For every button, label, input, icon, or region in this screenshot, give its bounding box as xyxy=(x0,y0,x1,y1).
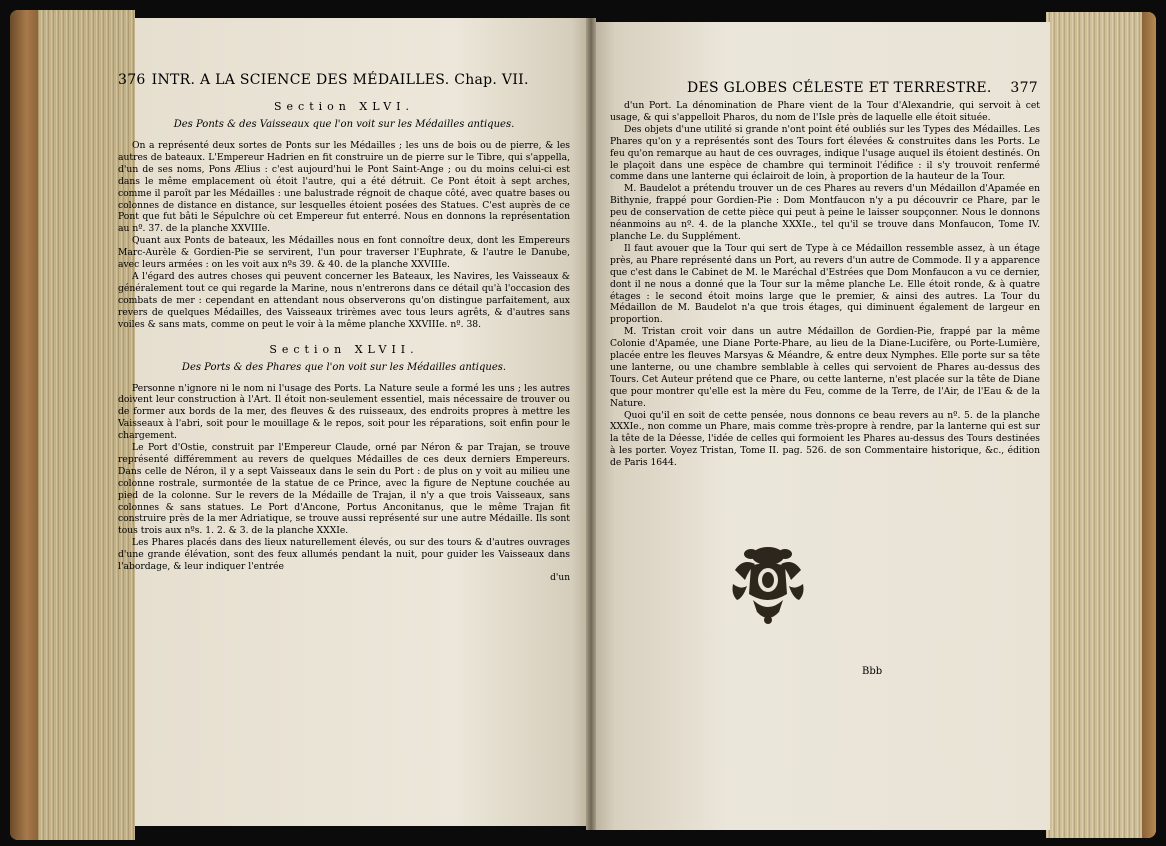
catchword: d'un xyxy=(550,573,570,583)
right-page-block xyxy=(1046,12,1156,838)
left-page-block xyxy=(10,10,135,840)
paragraph: Quoi qu'il en soit de cette pensée, nous donnons ce beau revers au nº. 5. de la planche XXXIe., non comme un Phare, mais comme très-propre à rendre, par la lanterne qui est sur la tête de la Déesse, l'idée de celles qui formoient les Phares au-dessus des Tours destinées à les porter. Voyez Tristan, Tome II. pag. 526. de son Commentaire historique, &c., édition de Paris 1644. xyxy=(610,409,1040,469)
paragraph: Il faut avouer que la Tour qui sert de Type à ce Médaillon ressemble assez, à un étage près, au Phare représenté dans un Port, au revers d'un autre de Commode. Il y a apparence que c'est dans le Cabinet de M. le Maréchal d'Estrées que Dom Monfaucon a vu ce dernier, dont il ne nous a donné que la Tour sur la même planche Le. Elle étoit ronde, & à quatre étages : le second étoit moins large que le premier, & ainsi des autres. La Tour du Médaillon de M. Baudelot n'a que trois étages, qui diminuent également de largeur en proportion. xyxy=(610,242,1040,326)
paragraph: M. Baudelot a prétendu trouver un de ces Phares au revers d'un Médaillon d'Apamée en Bithynie, frappé pour Gordien-Pie : Dom Montfaucon n'y a pu découvrir ce Phare, par le peu de conservation de cette pièce qui peut à peine le laisser soupçonner. Nous le donnons néanmoins au nº. 4. de la planche XXXIe., tel qu'il se trouve dans Monfaucon, Tome IV. planche Le. du Supplément. xyxy=(610,183,1040,242)
right-running-head-title: DES GLOBES CÉLESTE ET TERRESTRE. xyxy=(686,80,992,96)
left-page-number: 376 xyxy=(118,72,146,88)
paragraph: A l'égard des autres choses qui peuvent concerner les Bateaux, les Navires, les Vaisseaux & généralement tout ce qui regarde la Marine, nous n'entrerons dans ce détail qu'à l'occasion des combats de mer : cependant en attendant nous observerons qu'on distingue parfaitement, aux revers de quelques Médailles, des Vaisseaux trirèmes avec tous leurs agrêts, & d'autres sans voiles & sans mats, comme on peut le voir à la même planche XXVIIIe. nº. 38. xyxy=(118,270,570,330)
paragraph: Le Port d'Ostie, construit par l'Empereur Claude, orné par Néron & par Trajan, se trouve représenté différemment au revers de quelques Médailles de ces deux derniers Empereurs. Dans celle de Néron, il y a sept Vaisseaux dans le sein du Port : de plus on y voit au milieu une colonne rostrale, surmontée de la statue de ce Prince, avec la figure de Neptune couchée au pied de la colonne. Sur le revers de la Médaille de Trajan, il n'y a que trois Vaisseaux, sans colonnes & sans statues. Le Port d'Ancone, Portus Anconitanus, que le même Trajan fit construire près de la mer Adriatique, se trouve aussi représenté sur une autre Médaille. Ils sont tous trois aux nºs. 1. 2. & 3. de la planche XXXIe. xyxy=(118,442,570,537)
paragraph: On a représenté deux sortes de Ponts sur les Médailles ; les uns de bois ou de pierre, & les autres de bateaux. L'Empereur Hadrien en fit construire un de pierre sur le Tibre, qui s'appella, d'un de ses noms, Pons Ælius : c'est aujourd'hui le Pont Saint-Ange ; ou du moins celui-ci est dans le même emplacement où étoit l'autre, qui a été détruit. Ce Pont étoit à sept arches, comme il paroît par les Médailles : une balustrade régnoit de chaque côté, avec quatre bases ou colonnes de distance en distance, sur lesquelles étoient posées des Statues. C'est auprès de ce Pont que fut bâti le Sépulchre où cet Empereur fut enterré. Nous en donnons la représentation au nº. 37. de la planche XXVIIIe. xyxy=(118,140,570,235)
right-page-text xyxy=(610,80,1040,469)
printer-ornament-icon xyxy=(723,540,813,626)
left-cover xyxy=(10,10,38,840)
left-page-text xyxy=(118,72,570,583)
section-heading-47: Section XLVII. xyxy=(269,342,419,356)
left-running-head xyxy=(118,72,570,88)
paragraph: Les Phares placés dans des lieux naturellement élevés, ou sur des tours & d'autres ouvrages d'une grande élévation, sont des feux allumés pendant la nuit, pour guider les Vaisseaux dans l'abordage, & leur indiquer l'entrée xyxy=(118,537,570,573)
paragraph: Personne n'ignore ni le nom ni l'usage des Ports. La Nature seule a formé les uns ; les autres doivent leur construction à l'Art. Il étoit non-seulement essentiel, mais nécessaire de trouver ou de former aux bords de la mer, des fleuves & des ruisseaux, des endroits propres à mettre les Vaisseaux à l'abri, soit pour le mouillage & le repos, soit pour les réparations, soit enfin pour le chargement. xyxy=(118,382,570,442)
paragraph: d'un Port. La dénomination de Phare vient de la Tour d'Alexandrie, qui servoit à cet usage, & qui s'appelloit Pharos, du nom de l'Isle près de laquelle elle étoit située. xyxy=(610,100,1040,123)
signature-mark: Bbb xyxy=(862,666,883,677)
left-running-head-title: INTR. A LA SCIENCE DES MÉDAILLES. Chap. VII. xyxy=(151,72,529,88)
section-subtitle-46: Des Ponts & des Vaisseaux que l'on voit sur les Médailles antiques. xyxy=(173,119,515,130)
book-gutter xyxy=(586,18,596,830)
right-cover xyxy=(1142,12,1156,838)
paragraph: Quant aux Ponts de bateaux, les Médailles nous en font connoître deux, dont les Empereurs Marc-Aurèle & Gordien-Pie se servirent, l'un pour traverser l'Euphrate, & l'autre le Danube, avec leurs armées : on les voit aux nºs 39. & 40. de la planche XXVIIIe. xyxy=(118,235,570,271)
section-subtitle-47: Des Ports & des Phares que l'on voit sur les Médailles antiques. xyxy=(181,361,507,373)
section-heading-46: Section XLVI. xyxy=(274,100,414,113)
paragraph: M. Tristan croit voir dans un autre Médaillon de Gordien-Pie, frappé par la même Colonie d'Apamée, une Diane Porte-Phare, au lieu de la Diane-Lucifère, ou Porte-Lumière, placée entre les fleuves Marsyas & Méandre, & entre deux Nymphes. Elle porte sur sa tête une lanterne, ou une chambre semblable à celles qui servoient de Phares au-dessus des Tours. Cet Auteur prétend que ce Phare, ou cette lanterne, n'est placée sur la tête de Diane que pour montrer qu'elle est la mère du Feu, comme de la Terre, de l'Air, de l'Eau & de la Nature. xyxy=(610,326,1040,409)
paragraph: Des objets d'une utilité si grande n'ont point été oubliés sur les Types des Médailles. Les Phares qu'on y a représentés sont des Tours fort élevées & construites dans les Ports. Le feu qu'on remarque au haut de ces ouvrages, indique l'usage auquel ils étoient destinés. On le plaçoit dans une espèce de chambre qui terminoit l'édifice : il s'y trouvoit renfermé comme dans une lanterne qui éclairoit de loin, à proportion de la hauteur de la Tour. xyxy=(610,123,1040,183)
right-page-number: 377 xyxy=(1010,80,1038,96)
right-running-head xyxy=(610,80,1038,96)
